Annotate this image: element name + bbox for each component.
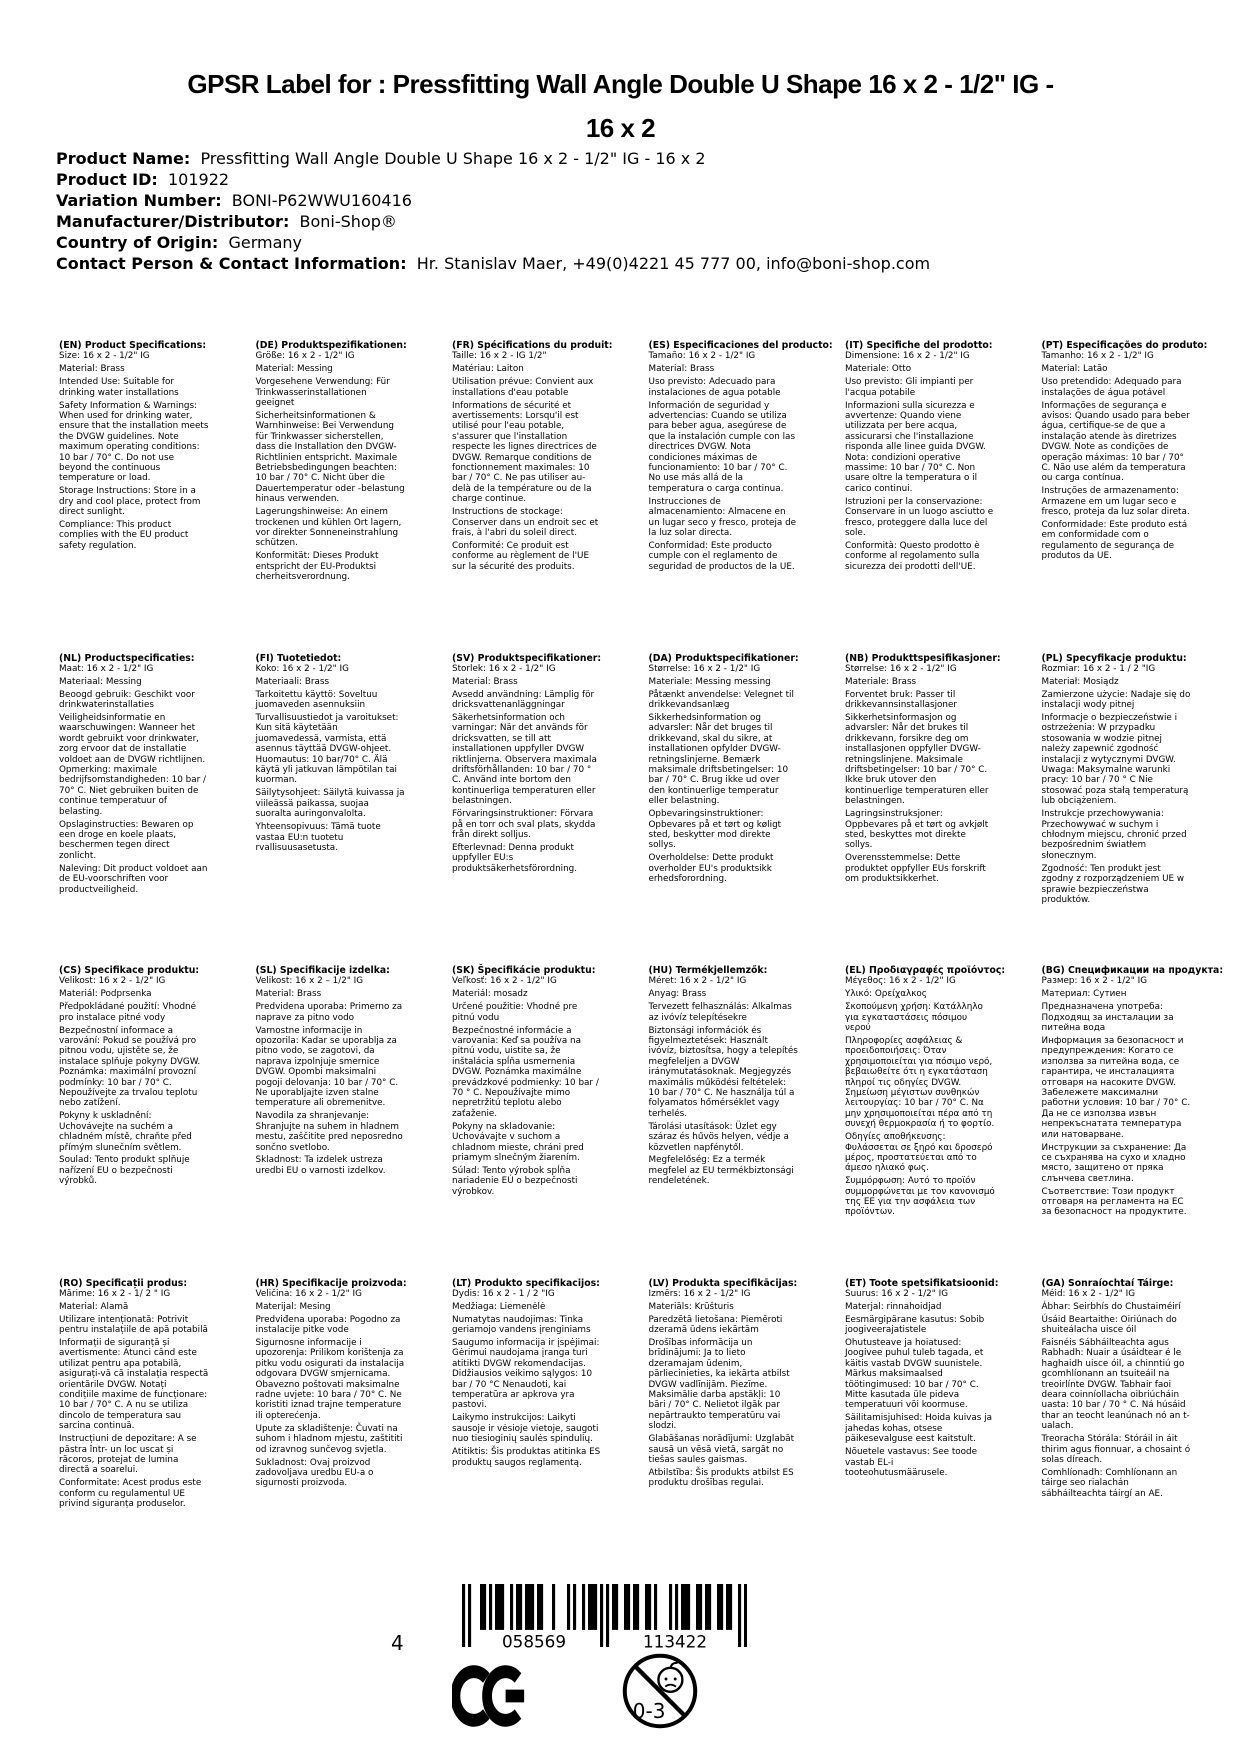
barcode-digits-right: 113422	[642, 1631, 708, 1650]
spec-block-it	[845, 341, 995, 654]
spec-paragraph: Tamaño: 16 x 2 - 1/2" IG	[648, 351, 756, 362]
spec-paragraph: Utilizare intenționată: Potrivit pentru instalațiile de apă potabilă	[59, 1314, 208, 1336]
spec-paragraph: Saugumo informacija ir įspėjimai: Gėrimui naudojama įranga turi atitikti DVGW rekomendacijas. Didžiausios veikimo sąlygos: 10 bar / 70 °C Nenaudoti, kai temperatūra ar apkrova yra pastovi.	[452, 1338, 600, 1411]
spec-heading-hr: (HR) Specifikacije proizvoda:	[255, 1277, 407, 1289]
spec-paragraph: Instructions de stockage: Conserver dans un endroit sec et frais, à l'abri du soleil direct.	[452, 507, 599, 538]
spec-paragraph: Predvidena uporaba: Primerno za naprave za pitno vodo	[255, 1002, 403, 1023]
baby-face-icon	[658, 1663, 682, 1692]
spec-block-es	[648, 340, 833, 654]
spec-paragraph: Instrukcje przechowywania: Przechowywać w suchym i chłodnym miejscu, chronić przed bezpośrednim światłem słonecznym.	[1041, 809, 1187, 861]
spec-paragraph: Materiál: Podprsenka	[59, 989, 152, 1000]
spec-paragraph: Uso previsto: Adecuado para instalaciones de agua potable	[648, 377, 781, 398]
spec-paragraph: Material: Brass	[452, 676, 518, 687]
spec-paragraph: Материал: Сутиен	[1041, 989, 1127, 1000]
spec-paragraph: Veličina: 16 x 2 - 1/2" IG	[255, 1288, 362, 1299]
spec-paragraph: Инструкции за съхранение: Да се съхранява на сухо и хладно място, защитено от пряка слънчева светлина.	[1041, 1142, 1187, 1184]
spec-paragraph: Συμμόρφωση: Αυτό το προϊόν συμμορφώνεται με τον κανονισμό της ΕΕ για την ασφάλεια των προϊόντων.	[845, 1176, 995, 1218]
spec-block-ga	[1042, 1279, 1192, 1592]
product-field-label: Product ID:	[56, 170, 158, 189]
spec-paragraph: Drošības informācija un brīdinājumi: Ja to lieto dzeramajam ūdenim, pārliecinieties, ka iekārta atbilst DVGW vadlīnijām. Piezīme. Maksimālie darba apstākļi: 10 bāri / 70° C. Nelietot ilgāk par nepārtraukto temperatūru vai slodzi.	[648, 1338, 790, 1432]
spec-paragraph: Koko: 16 x 2 - 1/2" IG	[255, 663, 349, 674]
spec-block-ro	[59, 1279, 209, 1592]
spec-heading-ro: (RO) Specificații produs:	[59, 1277, 188, 1289]
product-field-variation-number	[56, 190, 930, 211]
spec-heading-nb: (NB) Produkttspesifikasjoner:	[845, 652, 1001, 664]
spec-paragraph: Predviđena uporaba: Pogodno za instalacije pitke vode	[255, 1314, 401, 1336]
spec-paragraph: Uso pretendido: Adequado para instalações de água potável	[1041, 377, 1182, 398]
spec-paragraph: Conformité: Ce produit est conforme au règlement de l'UE sur la sécurité des produits.	[452, 540, 590, 572]
spec-heading-sk: (SK) Špecifikácie produktu:	[452, 965, 596, 976]
spec-paragraph: Storlek: 16 x 2 - 1/2" IG	[452, 663, 556, 674]
spec-block-de	[256, 341, 406, 654]
spec-paragraph: Informations de sécurité et avertissements: Lorsqu'il est utilisé pour l'eau potable, s'assurer que l'installation respecte les lignes directrices de DVGW. Remarque conditions de fonctionnement maximales: 10 bar / 70° C. Ne pas utiliser au-delà de la température ou de la charge continue.	[452, 400, 597, 505]
spec-block-bg	[1041, 965, 1224, 1279]
spec-heading-en: (EN) Product Specifications:	[59, 340, 207, 351]
spec-paragraph: Dydis: 16 x 2 - 1 / 2 "IG	[452, 1288, 555, 1299]
spec-block-el	[845, 965, 1006, 1279]
spec-paragraph: Material: Messing	[255, 364, 333, 375]
spec-paragraph: Информация за безопасност и предупреждения: Когато се използва за питейна вода, се гарантира, че инсталацията отговаря на насоките DVGW. Забележете максимални работни условия: 10 bar / 70° C. Да не се използва извън непрекъснатата температура или натоварване.	[1041, 1035, 1191, 1140]
spec-paragraph: Größe: 16 x 2 - 1/2" IG	[255, 351, 355, 362]
spec-paragraph: Pokyny na skladovanie: Uchovávajte v suchom a chladnom mieste, chráni pred priamym slnečným žiarením.	[452, 1121, 584, 1163]
spec-block-hu	[649, 966, 799, 1279]
spec-paragraph: Påtænkt anvendelse: Velegnet til drikkevandsanlæg	[648, 689, 794, 711]
spec-paragraph: Uso previsto: Gli impianti per l'acqua potabile	[845, 377, 974, 398]
spec-paragraph: Taille: 16 x 2 - IG 1/2"	[452, 351, 547, 362]
spec-paragraph: Materiale: Messing messing	[648, 676, 771, 687]
spec-paragraph: Sicherheitsinformationen & Warnhinweise: Bei Verwendung für Trinkwasser sicherstellen, dass die Installation den DVGW-Richtlinien entspricht. Maximale Betriebsbedingungen beachten: 10 bar / 70° C. Nicht über die Dauertemperatur oder -belastung hinaus verwenden.	[255, 410, 405, 505]
spec-paragraph: Informazioni sulla sicurezza e avvertenze: Quando viene utilizzata per bere acqua, assicurarsi che l'installazione risponda alle linee guida DVGW. Nota: condizioni operative massime: 10 bar / 70° C. Non usare oltre la temperatura o il carico continui.	[845, 400, 986, 494]
spec-paragraph: Informații de siguranță și avertismente: Atunci când este utilizat pentru apa potabilă, asigurați-vă că instalația respectă orientările DVGW. Notați condițiile maxime de funcționare: 10 bar / 70° C. A nu se utiliza dincolo de temperatura sau sarcina continuă.	[59, 1338, 209, 1432]
spec-paragraph: Atitiktis: Šis produktas atitinka ES produktų saugos reglamentą.	[452, 1447, 601, 1468]
product-field-country-of-origin	[56, 232, 930, 253]
page-title	[0, 62, 1241, 150]
spec-paragraph: Säkerhetsinformation och varningar: När det används för dricksvatten, se till att installationen uppfyller DVGW riktlinjerna. Observera maximala driftsförhållanden: 10 bar / 70 ° C. Använd inte bortom den kontinuerliga temperaturen eller belastningen.	[452, 713, 597, 807]
spec-paragraph: Υλικό: Ορείχαλκος	[845, 989, 927, 1000]
spec-paragraph: Nõuetele vastavus: See toode vastab EL-i tooteohutusmäärusele.	[845, 1447, 978, 1478]
product-field-contact	[56, 253, 930, 274]
spec-paragraph: Faisnéis Sábháilteachta agus Rabhadh: Nuair a úsáidtear é le haghaidh uisce óil, a chinntiú go gcomhlíonann an tsuiteáil na treoirlínte DVGW. Tabhair faoi deara coinníollacha oibriúcháin uasta: 10 bar / 70 ° C. Ná húsáid thar an teocht leanúnach nó an t-ualach.	[1041, 1338, 1190, 1432]
spec-block-da	[649, 654, 799, 967]
spec-paragraph: Konformität: Dieses Produkt entspricht der EU-Produktsi cherheitsverordnung.	[255, 551, 379, 583]
spec-paragraph: Intended Use: Suitable for drinking water installations	[59, 377, 179, 398]
spec-paragraph: Bezpečnostné informácie a varovania: Keď sa používa na pitnú vodu, uistite sa, že inštalácia spĺňa usmernenia DVGW. Poznámka maximálne prevádzkové podmienky: 10 bar / 70 ° C. Nepoužívajte mimo nepretržitú teplotu alebo zaťaženie.	[452, 1025, 599, 1119]
spec-paragraph: Utilisation prévue: Convient aux installations d'eau potable	[452, 377, 594, 398]
spec-paragraph: Méid: 16 x 2 - 1/2" IG	[1041, 1288, 1136, 1299]
product-field-label: Product Name:	[56, 149, 191, 168]
spec-paragraph: Materijal: Mesing	[255, 1301, 331, 1312]
spec-paragraph: Informacje o bezpieczeństwie i ostrzeżenia: W przypadku stosowania w wodzie pitnej należy zapewnić zgodność instalacji z wytycznymi DVGW. Uwaga: Maksymalne warunki pracy: 10 bar / 70 ° C Nie stosować poza stałą temperaturą lub obciążeniem.	[1041, 713, 1189, 807]
spec-paragraph: Súlad: Tento výrobok spĺňa nariadenie EÚ o bezpečnosti výrobkov.	[452, 1165, 578, 1197]
spec-paragraph: Tárolási utasítások: Üzlet egy száraz és hűvös helyen, védje a közvetlen napfénytől.	[648, 1121, 789, 1153]
spec-paragraph: Sukladnost: Ovaj proizvod zadovoljava uredbu EU-a o sigurnosti proizvoda.	[255, 1457, 374, 1489]
spec-paragraph: Veiligheidsinformatie en waarschuwingen: Wanneer het wordt gebruikt voor drinkwater, zorg ervoor dat de installatie voldoet aan de DVGW richtlijnen. Opmerking: maximale bedrijfsomstandigheden: 10 bar / 70° C. Niet gebruiken buiten de continue temperatuur of belasting.	[59, 713, 206, 817]
spec-paragraph: Säilitamisjuhised: Hoida kuivas ja jahedas kohas, otsese päikesevalguse eest kaitstult.	[845, 1413, 992, 1445]
spec-paragraph: Maat: 16 x 2 - 1/2" IG	[59, 663, 154, 674]
spec-paragraph: Sikkerhetsinformasjon og advarsler: Når det brukes til drikkevann, forsikre deg om installasjonen oppfyller DVGW-retningslinjene. Maksimale driftsbetingelser: 10 bar / 70° C. Ikke bruk utover den kontinuerlige temperaturen eller belastningen.	[845, 713, 989, 807]
spec-block-fi	[256, 654, 406, 967]
spec-paragraph: Ábhar: Seirbhís do Chustaiméirí	[1041, 1301, 1181, 1312]
spec-paragraph: Instrucciones de almacenamiento: Almacene en un lugar seco y fresco, proteja de la luz solar directa.	[648, 496, 797, 538]
spec-paragraph: Navodila za shranjevanje: Shranjujte na suhem in hladnem mestu, zaščitite pred neposredno sončno svetlobo.	[255, 1111, 403, 1153]
spec-paragraph: Σκοπούμενη χρήση: Κατάλληλο για εγκαταστάσεις πόσιμου νερού	[845, 1002, 983, 1034]
spec-heading-pt: (PT) Especificações do produto:	[1041, 340, 1208, 351]
spec-block-sk	[452, 966, 602, 1279]
spec-paragraph: Material: Alamă	[59, 1301, 129, 1312]
spec-paragraph: Safety Information & Warnings: When used for drinking water, ensure that the installation meets the DVGW guidelines. Note maximum operating conditions: 10 bar / 70° C. Do not use beyond the continuous temperature or load.	[59, 400, 209, 484]
spec-paragraph: Anyag: Brass	[648, 989, 707, 1000]
spec-paragraph: Materiāls: Krūšturis	[648, 1301, 734, 1312]
spec-paragraph: Material: Latão	[1041, 364, 1108, 375]
spec-paragraph: Glabāšanas norādījumi: Uzglabāt sausā un vēsā vietā, sargāt no tiešas saules gaismas.	[648, 1434, 795, 1465]
spec-paragraph: Varnostne informacije in opozorila: Kadar se uporablja za pitno vodo, se zagotovi, da naprava izpolnjuje smernice DVGW. Opombi maksimalni pogoji delovanja: 10 bar / 70° C. Ne uporabljajte izven stalne temperature ali obremenitve.	[255, 1025, 399, 1109]
spec-heading-de: (DE) Produktspezifikationen:	[255, 340, 407, 351]
spec-paragraph: Μέγεθος: 16 x 2 - 1/2" IG	[845, 976, 956, 987]
spec-heading-sv: (SV) Produktspecifikationer:	[452, 652, 602, 664]
spec-paragraph: Förvaringsinstruktioner: Förvara på en torr och sval plats, skydda från direkt solljus.	[452, 809, 596, 840]
spec-paragraph: Οδηγίες αποθήκευσης: Φυλάσσεται σε ξηρό και δροσερό μέρος, προστατεύεται από το άμεσο ηλιακό φως.	[845, 1132, 993, 1174]
spec-paragraph: Méret: 16 x 2 - 1/2" IG	[648, 976, 747, 987]
spec-paragraph: Beoogd gebruik: Geschikt voor drinkwaterinstallaties	[59, 689, 195, 711]
spec-paragraph: Zgodność: Ten produkt jest zgodny z rozporządzeniem UE w sprawie bezpieczeństwa produktów.	[1041, 863, 1185, 905]
spec-paragraph: Upute za skladištenje: Čuvati na suhom i hladnom mjestu, zaštititi od izravnog sunčevog svjetla.	[255, 1423, 403, 1455]
spec-paragraph: Lagringsinstruksjoner: Oppbevares på et tørt og avkjølt sted, beskyttes mot direkte sollys.	[845, 809, 989, 851]
spec-paragraph: Forventet bruk: Passer til drikkevannsinstallasjoner	[845, 689, 957, 711]
spec-paragraph: Storage Instructions: Store in a dry and cool place, protect from direct sunlight.	[59, 486, 201, 518]
spec-paragraph: Materjal: rinnahoidjad	[845, 1301, 942, 1312]
spec-paragraph: Veľkosť: 16 x 2 - 1/2" IG	[452, 976, 557, 987]
spec-paragraph: Overholdelse: Dette produkt overholder EU's produktsikk erhedsforordning.	[648, 853, 774, 885]
product-field-value: Hr. Stanislav Maer, +49(0)4221 45 777 00, info@boni-shop.com	[406, 254, 931, 273]
spec-paragraph: Material: Brass	[255, 989, 322, 1000]
spec-block-lv	[649, 1279, 799, 1592]
barcode-country-digit: 4	[391, 1631, 404, 1655]
spec-paragraph: Conformidade: Este produto está em conformidade com o regulamento de segurança de produtos da UE.	[1041, 520, 1188, 562]
spec-paragraph: Overensstemmelse: Dette produktet oppfyller EUs forskrift om produktsikkerhet.	[845, 853, 986, 885]
spec-paragraph: Compliance: This product complies with the EU product safety regulation.	[59, 520, 189, 551]
product-field-label: Country of Origin:	[56, 233, 219, 252]
spec-paragraph: Säilytysohjeet: Säilytä kuivassa ja viileässä paikassa, suojaa suoralta auringonvalolta.	[255, 788, 405, 820]
spec-paragraph: Suurus: 16 x 2 - 1/2" IG	[845, 1288, 949, 1299]
spec-paragraph: Materiál: mosadz	[452, 989, 528, 1000]
spec-heading-sl: (SL) Specifikacije izdelka:	[255, 965, 390, 976]
spec-paragraph: Предназначена употреба: Подходящ за инсталации за питейна вода	[1041, 1002, 1174, 1034]
spec-paragraph: Soulad: Tento produkt splňuje nařízení EU o bezpečnosti výrobků.	[59, 1155, 190, 1187]
product-field-label: Variation Number:	[56, 191, 222, 210]
spec-paragraph: Velikost: 16 x 2 – 1/2" IG	[255, 976, 364, 987]
spec-paragraph: Laikymo instrukcijos: Laikyti sausoje ir vėsioje vietoje, saugoti nuo tiesioginių saulės spindulių.	[452, 1413, 599, 1445]
spec-paragraph: Avsedd användning: Lämplig för dricksvattenanläggningar	[452, 689, 595, 711]
spec-heading-es: (ES) Especificaciones del producto:	[648, 340, 833, 351]
spec-paragraph: Opslaginstructies: Bewaren op een droge en koele plaats, beschermen tegen direct zonlicht.	[59, 819, 194, 861]
spec-block-pt	[1041, 340, 1208, 654]
spec-paragraph: Určené použitie: Vhodné pre pitnú vodu	[452, 1002, 578, 1023]
spec-paragraph: Treoracha Stórála: Stóráil in áit thirim agus fionnuar, a chosaint ó solas díreach.	[1041, 1434, 1191, 1465]
spec-paragraph: Conformidad: Este producto cumple con el reglamento de seguridad de productos de la UE.	[648, 540, 795, 572]
spec-paragraph: Størrelse: 16 x 2 - 1/2" IG	[845, 663, 957, 674]
spec-paragraph: Conformità: Questo prodotto è conforme al regolamento sulla sicurezza dei prodotti dell'UE.	[845, 540, 980, 572]
spec-paragraph: Paredzētā lietošana: Piemēroti dzeramā ūdens iekārtām	[648, 1314, 783, 1336]
spec-block-nb	[845, 652, 1001, 967]
spec-paragraph: Materiaali: Brass	[255, 676, 330, 687]
spec-paragraph: Turvallisuustiedot ja varoitukset: Kun sitä käytetään juomavedessä, varmista, että asennus täyttää DVGW-ohjeet. Huomautus: 10 bar/70° C. Älä käytä yli jatkuvan lämpötilan tai kuorman.	[255, 713, 399, 786]
age-warning-0-3-icon	[620, 1650, 700, 1732]
spec-paragraph: Size: 16 x 2 - 1/2" IG	[59, 351, 150, 362]
spec-block-sl	[256, 966, 406, 1279]
spec-paragraph: Vorgesehene Verwendung: Für Trinkwasserinstallationen geeignet	[255, 377, 390, 409]
spec-block-pl	[1042, 654, 1192, 967]
spec-paragraph: Instruções de armazenamento: Armazene em um lugar seco e fresco, proteja da luz solar direta.	[1041, 486, 1190, 518]
spec-block-nl	[59, 654, 209, 967]
spec-paragraph: Materiale: Otto	[845, 364, 912, 375]
product-field-label: Manufacturer/Distributor:	[56, 212, 290, 231]
spec-paragraph: Sikkerhedsinformation og advarsler: Når det bruges til drikkevand, skal du sikre, at installationen opfylder DVGW-retningslinjerne. Bemærk maksimale driftsbetingelser: 10 bar / 70° C. Brug ikke ud over den kontinuerlige temperatur eller belastning.	[648, 713, 789, 807]
spec-block-hr	[256, 1279, 406, 1592]
spec-block-sv	[452, 654, 602, 967]
spec-paragraph: Izmērs: 16 x 2 - 1/2" IG	[648, 1288, 751, 1299]
spec-paragraph: Informações de segurança e avisos: Quando usado para beber água, certifique-se de que a instalação atende às diretrizes DVGW. Note as condições de operação máximas: 10 bar / 70° C. Não use além da temperatura ou carga contínua.	[1041, 400, 1190, 484]
spec-paragraph: Material: Brass	[59, 364, 125, 375]
spec-paragraph: Størrelse: 16 x 2 - 1/2" IG	[648, 663, 761, 674]
spec-paragraph: Comhlíonadh: Comhlíonann an táirge seo rialachán sábháilteachta táirgí an AE.	[1041, 1467, 1178, 1499]
spec-block-et	[845, 1277, 999, 1592]
spec-paragraph: Conformitate: Acest produs este conform cu regulamentul UE privind siguranța produselor.	[59, 1478, 202, 1510]
product-field-product-name	[56, 148, 930, 169]
spec-paragraph: Съответствие: Този продукт отговаря на регламента на ЕС за безопасност на продуктите.	[1041, 1186, 1187, 1218]
spec-block-lt	[452, 1279, 602, 1592]
page-title-text: GPSR Label for : Pressfitting Wall Angle Double U Shape 16 x 2 - 1/2" IG - 16 x 2	[187, 69, 1054, 143]
spec-heading-fr: (FR) Spécifications du produit:	[452, 340, 613, 351]
spec-block-cs	[59, 966, 209, 1279]
spec-paragraph: Zamierzone użycie: Nadaje się do instalacji wody pitnej	[1041, 689, 1191, 711]
spec-paragraph: Megfelelőség: Ez a termék megfelel az EU termékbiztonsági rendeletének.	[648, 1155, 794, 1187]
spec-paragraph: Naleving: Dit product voldoet aan de EU-voorschriften voor productveiligheid.	[59, 863, 208, 895]
product-field-value: BONI-P62WWU160416	[221, 191, 412, 210]
spec-heading-fi: (FI) Tuotetiedot:	[255, 652, 342, 664]
product-info	[56, 148, 930, 274]
spec-paragraph: Numatytas naudojimas: Tinka geriamojo vandens įrenginiams	[452, 1314, 591, 1336]
spec-paragraph: Tamanho: 16 x 2 - 1/2" IG	[1041, 351, 1154, 362]
spec-paragraph: Matériau: Laiton	[452, 364, 524, 375]
spec-heading-pl: (PL) Specyfikacje produktu:	[1041, 652, 1187, 664]
spec-paragraph: Lagerungshinweise: An einem trockenen und kühlen Ort lagern, vor direkter Sonneneinstrahlung schützen.	[255, 507, 402, 549]
spec-heading-lt: (LT) Produkto specifikacijos:	[452, 1277, 600, 1289]
spec-heading-el: (EL) Προδιαγραφές προϊόντος:	[845, 965, 1006, 976]
spec-paragraph: Opbevaringsinstruktioner: Opbevares på et tørt og køligt sted, beskytter mod direkte sollys.	[648, 809, 782, 851]
product-field-product-id	[56, 169, 930, 190]
spec-heading-hu: (HU) Termékjellemzők:	[648, 965, 768, 976]
spec-paragraph: Úsáid Beartaithe: Oiriúnach do shuiteálacha uisce óil	[1041, 1314, 1177, 1336]
spec-paragraph: Skladnost: Ta izdelek ustreza uredbi EU o varnosti izdelkov.	[255, 1155, 386, 1176]
spec-paragraph: Размер: 16 x 2 - 1/2" IG	[1041, 976, 1148, 987]
spec-paragraph: Yhteensopivuus: Tämä tuote vastaa EU:n tuotetu rvallisuusasetusta.	[255, 822, 381, 853]
ce-mark-icon	[452, 1664, 530, 1728]
spec-paragraph: Medžiaga: Liemenėlė	[452, 1301, 546, 1312]
spec-heading-cs: (CS) Specifikace produktu:	[59, 965, 200, 976]
product-field-value: Germany	[218, 233, 302, 252]
spec-paragraph: Efterlevnad: Denna produkt uppfyller EU:s produktsäkerhetsförordning.	[452, 842, 578, 874]
spec-paragraph: Instrucțiuni de depozitare: A se păstra într- un loc uscat și răcoros, protejat de lumina directă a soarelui.	[59, 1434, 197, 1476]
barcode-digits-left: 058569	[501, 1631, 567, 1650]
spec-paragraph: Información de seguridad y advertencias: Cuando se utiliza para beber agua, asegúrese de que la instalación cumple con las directrices DVGW. Nota condiciones máximas de funcionamiento: 10 bar / 70° C. No use más allá de la temperatura o carga continua.	[648, 400, 796, 494]
spec-paragraph: Ohutusteave ja hoiatused: Joogivee puhul tuleb tagada, et käitis vastab DVGW suunistele. Märkus maksimaalsed töötingimused: 10 bar / 70° C. Mitte kasutada üle pideva temperatuuri või koormuse.	[845, 1338, 984, 1411]
ean-barcode	[462, 1584, 747, 1650]
spec-paragraph: Material: Brass	[648, 364, 715, 375]
age-warning-text: 0-3	[632, 1699, 666, 1724]
spec-paragraph: Bezpečnostní informace a varování: Pokud se používá pro pitnou vodu, ujistěte se, že instalace splňuje pokyny DVGW. Poznámka: maximální provozní podmínky: 10 bar / 70° C. Nepoužívejte za trvalou teplotu nebo zatížení.	[59, 1025, 201, 1109]
spec-paragraph: Rozmiar: 16 x 2 - 1 / 2 "IG	[1041, 663, 1156, 674]
spec-paragraph: Istruzioni per la conservazione: Conservare in un luogo asciutto e fresco, proteggere dalla luce del sole.	[845, 496, 994, 538]
spec-paragraph: Tervezett felhasználás: Alkalmas az ivóvíz telepítésekre	[648, 1002, 792, 1023]
spec-paragraph: Tarkoitettu käyttö: Soveltuu juomaveden asennuksiin	[255, 689, 378, 711]
product-field-label: Contact Person & Contact Information:	[56, 254, 407, 273]
spec-heading-bg: (BG) Спецификации на продукта:	[1041, 965, 1224, 976]
spec-paragraph: Mărime: 16 x 2 - 1/ 2 " IG	[59, 1288, 171, 1299]
spec-paragraph: Předpokládané použití: Vhodné pro instalace pitné vody	[59, 1002, 197, 1023]
spec-paragraph: Πληροφορίες ασφάλειας & προειδοποιήσεις: Όταν χρησιμοποιείται για πόσιμο νερό, βεβαιωθείτε ότι η εγκατάσταση πληροί τις οδηγίες DVGW. Σημείωση μέγιστων συνθηκών λειτουργίας: 10 bar / 70° C. Να μην χρησιμοποιείται πέρα από τη συνεχή θερμοκρασία ή το φορτίο.	[845, 1035, 995, 1130]
product-field-value: Boni-Shop®	[289, 212, 397, 231]
spec-paragraph: Sigurnosne informacije i upozorenja: Prilikom korištenja za pitku vodu osigurati da instalacija odgovara DVGW smjernicama. Obavezno poštovati maksimalne radne uvjete: 10 bara / 70° C. Ne koristiti iznad trajne temperature ili opterećenja.	[255, 1338, 405, 1421]
spec-paragraph: Materiaal: Messing	[59, 676, 142, 687]
spec-heading-nl: (NL) Productspecificaties:	[59, 652, 195, 664]
spec-paragraph: Eesmärgipärane kasutus: Sobib joogiveerajatistele	[845, 1314, 985, 1336]
spec-block-en	[59, 341, 209, 654]
product-field-manufacturer	[56, 211, 930, 232]
specs-grid	[59, 340, 1224, 1591]
spec-block-fr	[452, 340, 613, 654]
product-field-value: Pressfitting Wall Angle Double U Shape 16 x 2 - 1/2" IG - 16 x 2	[190, 149, 706, 168]
spec-paragraph: Pokyny k uskladnění: Uchovávejte na suchém a chladném místě, chraňte před přímým slunečním světlem.	[59, 1111, 192, 1153]
spec-paragraph: Materiale: Brass	[845, 676, 917, 687]
spec-paragraph: Biztonsági információk és figyelmeztetések: Használt ivóvíz, biztosítsa, hogy a telepítés megfeleljen a DVGW iránymutatásoknak. Megjegyzés maximális működési feltételek: 10 bar / 70° C. Ne használja túl a folyamatos hőmérséklet vagy terhelés.	[648, 1025, 798, 1119]
product-field-value: 101922	[157, 170, 230, 189]
spec-heading-lv: (LV) Produkta specifikācijas:	[648, 1277, 798, 1289]
spec-paragraph: Materiał: Mosiądz	[1041, 676, 1119, 687]
spec-heading-it: (IT) Specifiche del prodotto:	[845, 340, 993, 351]
spec-heading-et: (ET) Toote spetsifikatsioonid:	[845, 1277, 999, 1289]
spec-heading-da: (DA) Produktspecifikationer:	[648, 652, 799, 664]
spec-paragraph: Velikost: 16 x 2 - 1/2" IG	[59, 976, 166, 987]
spec-paragraph: Dimensione: 16 x 2 - 1/2" IG	[845, 351, 970, 362]
spec-paragraph: Atbilstība: Šis produkts atbilst ES produktu drošības regulai.	[648, 1467, 794, 1489]
spec-heading-ga: (GA) Sonraíochtaí Táirge:	[1041, 1277, 1174, 1289]
